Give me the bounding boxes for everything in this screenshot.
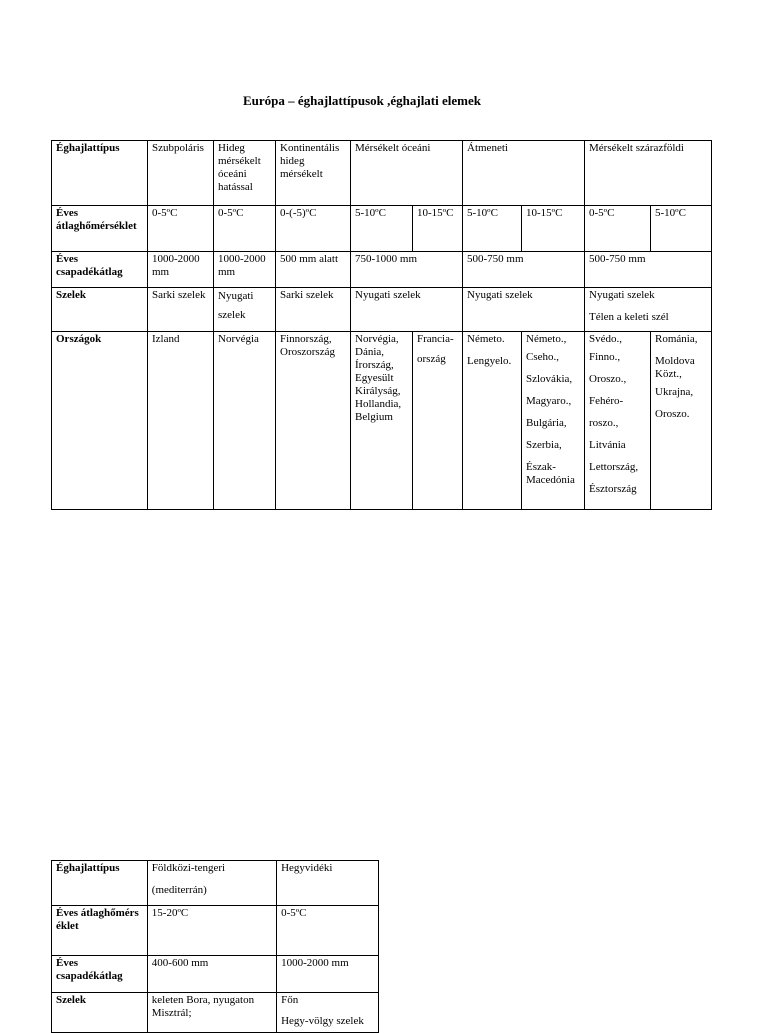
cell-line: Nyugati <box>218 290 254 302</box>
table-row <box>52 252 712 288</box>
list-item: Bulgária, <box>526 417 567 429</box>
table-cell: Norvégia, Dánia, Írország, Egyesült Királyság, Hollandia, Belgium <box>351 332 413 510</box>
table-cell: 10-15ºC <box>522 206 585 252</box>
table-cell <box>147 861 276 906</box>
table-cell: 5-10ºC <box>463 206 522 252</box>
table-cell: Sarki szelek <box>148 288 214 332</box>
table-cell: Mérsékelt óceáni <box>351 141 463 206</box>
table-cell: 1000-2000 mm <box>214 252 276 288</box>
cell-line: Lengyelo. <box>467 355 512 367</box>
table-cell: 1000-2000 mm <box>148 252 214 288</box>
cell-line: Hegy-völgy szelek <box>281 1015 364 1027</box>
list-item: Szerbia, <box>526 439 562 451</box>
table-cell: 500-750 mm <box>463 252 585 288</box>
row-header: Éghajlattípus <box>52 141 148 206</box>
table-cell: Sarki szelek <box>276 288 351 332</box>
row-header: Éves átlaghőmérséklet <box>52 906 148 956</box>
list-item: Németo., <box>526 333 567 345</box>
cell-line: Földközi-tengeri <box>151 862 226 874</box>
row-header: Éves átlaghőmérséklet <box>52 206 148 252</box>
list-item: roszo., <box>589 417 619 429</box>
table-cell: 1000-2000 mm <box>277 956 379 993</box>
table-cell: Kontinentális hideg mérsékelt <box>276 141 351 206</box>
table-cell <box>585 288 712 332</box>
list-item: Litvánia <box>589 439 626 451</box>
list-item: Ukrajna, <box>655 386 694 398</box>
row-header: Országok <box>52 332 148 510</box>
table-cell: 500-750 mm <box>585 252 712 288</box>
cell-line: Főn <box>281 994 299 1006</box>
table-row <box>52 206 712 252</box>
table-row <box>52 141 712 206</box>
table-cell: 0-(-5)ºC <box>276 206 351 252</box>
table-cell: 0-5ºC <box>585 206 651 252</box>
climate-table-2 <box>51 860 379 1033</box>
table-row <box>52 861 379 906</box>
table-cell <box>413 332 463 510</box>
list-item: Fehéro- <box>589 395 624 407</box>
row-header: Éves csapadékátlag <box>52 956 148 993</box>
list-item: Oroszo. <box>655 408 690 420</box>
row-header: Éves csapadékátlag <box>52 252 148 288</box>
table-cell: 750-1000 mm <box>351 252 463 288</box>
cell-line: Németo. <box>467 333 505 345</box>
table-cell <box>214 288 276 332</box>
table-cell <box>463 332 522 510</box>
list-item: Finno., <box>589 351 621 363</box>
list-item: Románia, <box>655 333 698 345</box>
cell-line: Télen a keleti szél <box>589 311 669 323</box>
table-cell <box>585 332 651 510</box>
table-cell <box>277 993 379 1033</box>
cell-line: (mediterrán) <box>151 884 207 896</box>
table-cell: 0-5ºC <box>277 906 379 956</box>
table-cell <box>522 332 585 510</box>
table-cell: Nyugati szelek <box>351 288 463 332</box>
list-item: Szlovákia, <box>526 373 573 385</box>
table-row <box>52 332 712 510</box>
table-cell: 10-15ºC <box>413 206 463 252</box>
cell-line: Nyugati szelek <box>589 289 655 301</box>
table-cell: 0-5ºC <box>148 206 214 252</box>
list-item: Oroszo., <box>589 373 627 385</box>
list-item: Cseho., <box>526 351 559 363</box>
table-cell: 5-10ºC <box>651 206 712 252</box>
table-cell: Finnország, Oroszország <box>276 332 351 510</box>
table-cell: 15-20ºC <box>147 906 276 956</box>
list-item: Lettország, <box>589 461 639 473</box>
table-cell: Nyugati szelek <box>463 288 585 332</box>
table-cell: 5-10ºC <box>351 206 413 252</box>
list-item: Észak-Macedónia <box>526 461 575 486</box>
list-item: Moldova Közt., <box>655 355 695 380</box>
table-cell: Szubpoláris <box>148 141 214 206</box>
table-row <box>52 956 379 993</box>
row-header: Éghajlattípus <box>52 861 148 906</box>
table-cell: keleten Bora, nyugaton Misztrál; <box>147 993 276 1033</box>
table-cell: 400-600 mm <box>147 956 276 993</box>
table-row <box>52 993 379 1033</box>
table-cell <box>651 332 712 510</box>
table-cell: Izland <box>148 332 214 510</box>
table-row <box>52 906 379 956</box>
cell-line: Francia- <box>417 333 454 345</box>
list-item: Észtország <box>589 483 637 495</box>
cell-line: szelek <box>218 309 246 321</box>
table-cell: Norvégia <box>214 332 276 510</box>
table-cell: Hegyvidéki <box>277 861 379 906</box>
row-header: Szelek <box>52 288 148 332</box>
climate-table <box>51 140 712 510</box>
table-cell: 500 mm alatt <box>276 252 351 288</box>
cell-line: ország <box>417 353 446 365</box>
row-header: Szelek <box>52 993 148 1033</box>
table-row <box>52 288 712 332</box>
list-item: Magyaro., <box>526 395 572 407</box>
page-title: Európa – éghajlattípusok ,éghajlati elemek <box>243 93 481 108</box>
list-item: Svédo., <box>589 333 622 345</box>
table-cell: Hideg mérsékelt óceáni hatással <box>214 141 276 206</box>
table-cell: 0-5ºC <box>214 206 276 252</box>
table-cell: Átmeneti <box>463 141 585 206</box>
table-cell: Mérsékelt szárazföldi <box>585 141 712 206</box>
